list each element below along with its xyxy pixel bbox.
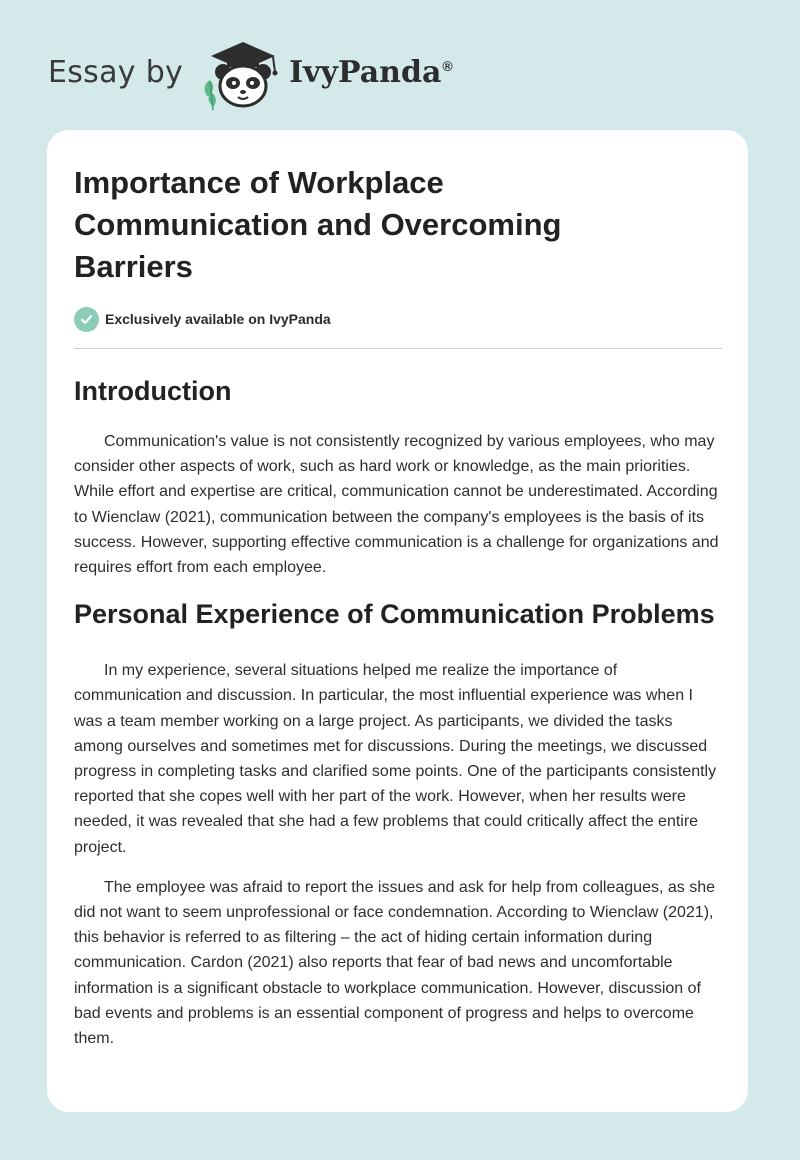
site-header [48,32,453,112]
check-circle-icon [74,307,99,332]
section-heading-personal-experience: Personal Experience of Communication Problems [74,599,715,630]
section-heading-introduction: Introduction [74,376,232,406]
essay-title: Importance of Workplace Communication and Overcoming Barriers [74,165,562,284]
exclusive-badge [74,304,722,334]
registered-mark: ® [442,57,453,74]
title-divider [74,348,722,349]
paragraph: In my experience, several situations helped me realize the importance of communication and discussion. In particular, the most influential experience was when I was a team member working on a large project. As participants, we divided the tasks among ourselves and sometimes met for discussions. During the meetings, we discussed progress in completing tasks and clarified some points. One of the participants consistently reported that she copes well with her part of the work. However, when her results were needed, it was revealed that she had a few problems that could critically affect the entire project. [74,662,717,856]
brand-name[interactable]: IvyPanda® [289,54,453,90]
essay-by-label: Essay by [48,54,184,90]
essay-card [47,130,748,1112]
paragraph: The employee was afraid to report the issues and ask for help from colleagues, as she did not want to seem unprofessional or face condemnation. According to Wienclaw (2021), this behavior is referred to as filtering – the act of hiding certain information during communication. Cardon (2021) also reports that fear of bad news and uncomfortable information is a significant obstacle to workplace communication. However, discussion of bad events and problems is an essential component of progress and helps to overcome them. [74,878,715,1048]
panda-graduate-logo-icon [197,32,287,112]
paragraph: Communication's value is not consistently recognized by various employees, who may consider other aspects of work, such as hard work or knowledge, as the main priorities. While effort and expertise are critical, communication cannot be underestimated. According to Wienclaw (2021), communication between the company's employees is the basis of its success. However, supporting effective communication is a challenge for organizations and requires effort from each employee. [74,433,719,577]
exclusive-badge-label: Exclusively available on IvyPanda [105,311,331,327]
